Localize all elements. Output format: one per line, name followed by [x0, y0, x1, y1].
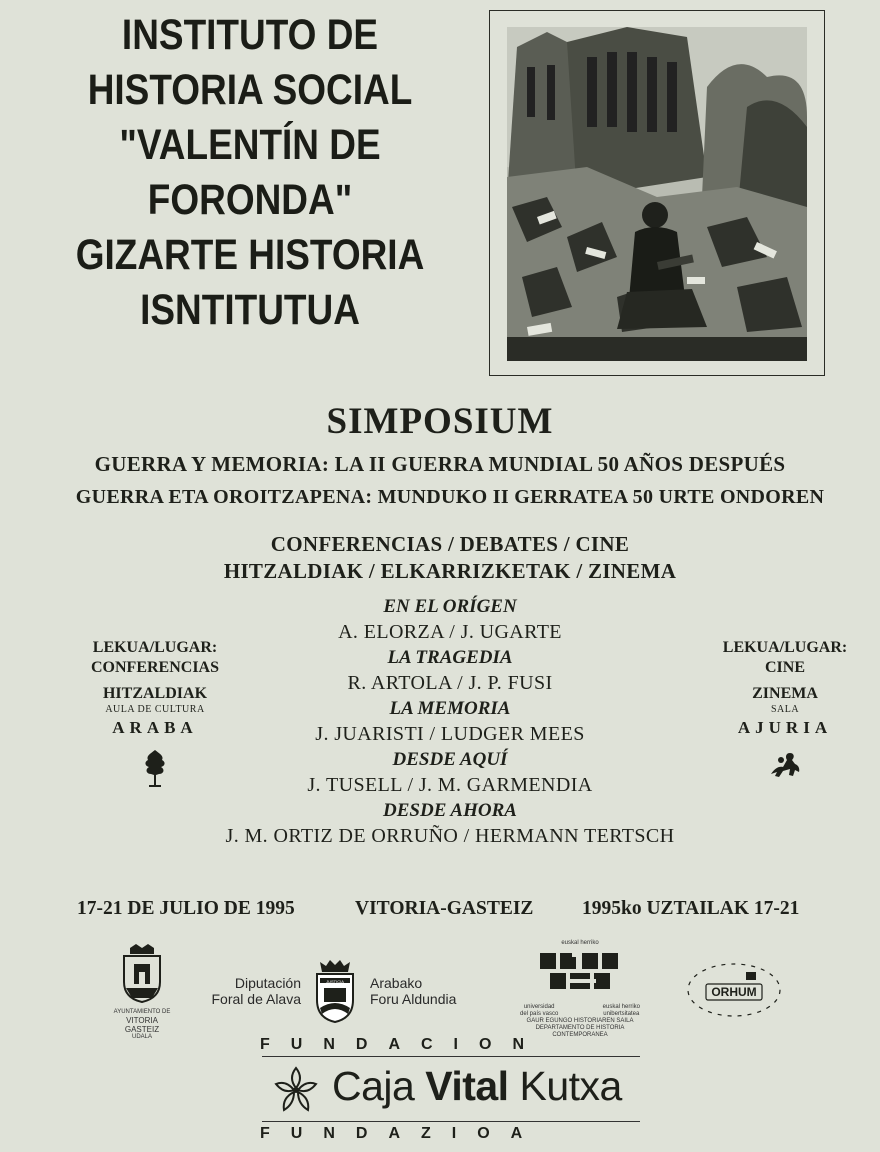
film-club-name: ORHUM — [711, 985, 757, 999]
activities-basque: HITZALDIAK / ELKARRIZKETAK / ZINEMA — [223, 559, 677, 583]
university-line: unibertsitatea — [603, 1011, 640, 1017]
venue-label: LEKUA/LUGAR: — [722, 639, 848, 656]
venue-cinema — [700, 638, 870, 786]
university-left-text — [520, 1004, 558, 1018]
tree-icon — [75, 748, 235, 794]
foundation-rule-bottom — [262, 1121, 640, 1122]
ruins-photo-image — [507, 27, 807, 361]
program-section-title: EN EL ORÍGEN — [383, 596, 517, 617]
alava-shield-icon — [312, 958, 358, 1024]
city-text-4: UDALA — [131, 1034, 152, 1040]
title-line: GIZARTE HISTORIA — [75, 231, 425, 279]
city-text-2: VITORIA — [126, 1016, 158, 1025]
title-line: INSTITUTO DE — [121, 11, 379, 59]
diputacion-line: Diputación — [234, 975, 301, 991]
diputacion-line: Foru Aldundia — [370, 991, 457, 1007]
kutxa-word: Kutxa — [519, 1063, 622, 1109]
department-spanish: DEPARTAMENTO DE HISTORIA CONTEMPORANEA — [535, 1025, 625, 1038]
war-ruins-photo — [489, 10, 825, 376]
dates-spanish: 17-21 DE JULIO DE 1995 — [77, 898, 295, 919]
venue-name: ARABA — [112, 718, 198, 737]
diputacion-line: Foral de Alava — [211, 991, 301, 1007]
program-speakers: R. ARTOLA / J. P. FUSI — [347, 671, 553, 694]
city-text-1: AYUNTAMIENTO DE — [113, 1009, 171, 1015]
venue-hall: SALA — [770, 704, 800, 715]
title-line: ISNTITUTUA — [140, 286, 360, 334]
symposium-heading: SIMPOSIUM — [326, 401, 554, 442]
city-text-3: GASTEIZ — [124, 1025, 160, 1034]
department-basque: GAUR EGUNGO HISTORIAREN SAILA — [526, 1018, 634, 1024]
upv-logo-icon — [520, 947, 640, 999]
program-section-title: DESDE AHORA — [383, 800, 517, 821]
title-line: "VALENTÍN DE — [119, 121, 381, 169]
title-line: FORONDA" — [147, 176, 353, 224]
caja-vital-logo-icon — [268, 1062, 324, 1123]
venue-type-basque: ZINEMA — [752, 685, 818, 702]
diputacion-line: Arabako — [370, 975, 423, 991]
city-crest-icon — [112, 942, 172, 1004]
university-right-text — [603, 1004, 640, 1018]
film-club-logo — [684, 960, 784, 1025]
venue-type-basque: HITZALDIAK — [102, 685, 208, 702]
university-logo — [520, 940, 640, 1039]
program-list — [190, 594, 710, 849]
alava-shield-logo — [312, 958, 358, 1029]
venue-type-spanish: CINE — [764, 659, 805, 676]
title-line: HISTORIA SOCIAL — [87, 66, 413, 114]
diputacion-text-left — [205, 975, 301, 1007]
program-section-title: DESDE AQUÍ — [392, 749, 508, 770]
foundation-top-text: FUNDACION — [260, 1036, 545, 1053]
venue-label: LEKUA/LUGAR: — [92, 639, 218, 656]
program-speakers: A. ELORZA / J. UGARTE — [338, 620, 562, 643]
activities-spanish: CONFERENCIAS / DEBATES / CINE — [270, 532, 630, 556]
dates-basque: 1995ko UZTAILAK 17-21 — [582, 898, 800, 919]
program-speakers: J. JUARISTI / LUDGER MEES — [315, 722, 585, 745]
caja-vital-kutxa-name — [332, 1063, 622, 1109]
venue-hall: AULA DE CULTURA — [105, 704, 205, 715]
university-line: euskal herriko — [602, 1004, 640, 1010]
caja-word: Caja — [332, 1063, 415, 1109]
subtitle-spanish: GUERRA Y MEMORIA: LA II GUERRA MUNDIAL 50 AÑOS DESPUÉS — [94, 452, 786, 476]
rider-icon — [700, 748, 870, 786]
foundation-rule-top — [262, 1056, 640, 1057]
university-line: del país vasco — [520, 1011, 559, 1017]
venue-type-spanish: CONFERENCIAS — [90, 659, 219, 676]
university-line: universidad — [523, 1004, 555, 1010]
foundation-bottom-text: FUNDAZIOA — [260, 1125, 544, 1142]
program-section-title: LA MEMORIA — [389, 698, 511, 719]
city-crest-logo — [112, 942, 172, 1041]
venue-name: AJURIA — [737, 718, 833, 737]
institute-title — [69, 8, 430, 338]
location-city: VITORIA-GASTEIZ — [355, 898, 534, 919]
university-top-text: euskal herriko — [561, 940, 599, 946]
vital-word: Vital — [425, 1063, 509, 1109]
diputacion-text-right — [370, 975, 480, 1007]
program-speakers: J. TUSELL / J. M. GARMENDIA — [307, 773, 593, 796]
venue-conferences — [75, 638, 235, 794]
program-speakers: J. M. ORTIZ DE ORRUÑO / HERMANN TERTSCH — [225, 824, 675, 847]
shield-motto: JUSTICIA — [326, 979, 344, 984]
subtitle-basque: GUERRA ETA OROITZAPENA: MUNDUKO II GERRATEA 50 URTE ONDOREN — [75, 486, 825, 508]
program-section-title: LA TRAGEDIA — [387, 647, 513, 668]
